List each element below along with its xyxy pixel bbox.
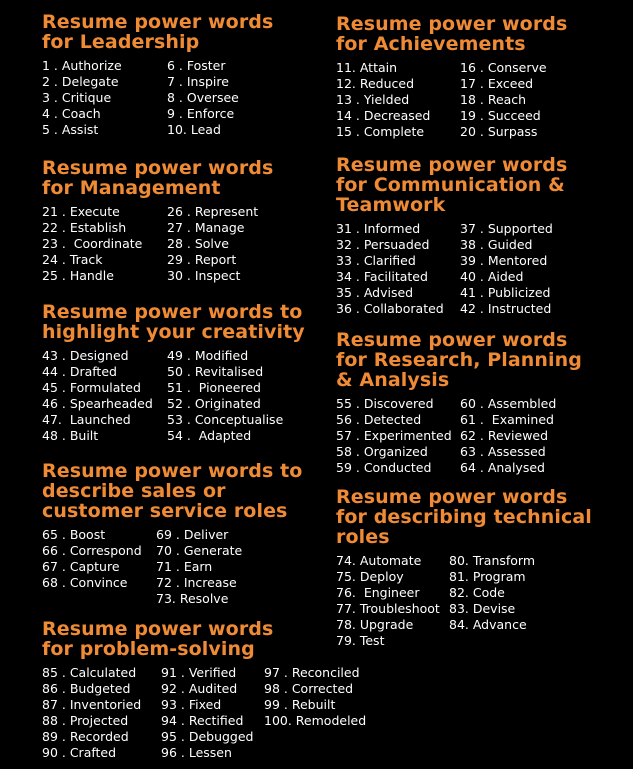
- power-word-item: 41 . Publicized: [460, 285, 551, 301]
- section-communication: [336, 155, 567, 318]
- power-word-item: 49 . Modified: [167, 348, 249, 363]
- section-management: [42, 158, 273, 284]
- power-word-item: 26 . Represent: [167, 204, 259, 219]
- power-word-item: 51 . Pioneered: [167, 380, 261, 396]
- section-title: Resume power words for Achievements: [336, 13, 568, 55]
- word-list-column: [161, 665, 264, 762]
- power-word-item: 36 . Collaborated: [336, 301, 444, 317]
- word-list-column: [42, 348, 167, 445]
- power-word-item: 42 . Instructed: [460, 301, 552, 317]
- power-word-item: 44 . Drafted: [42, 364, 117, 380]
- power-word-item: 97 . Reconciled: [264, 665, 360, 680]
- power-word-item: 68 . Convince: [42, 575, 128, 591]
- section-title: Resume power words to highlight your creativity: [42, 301, 305, 343]
- word-list-column: [167, 204, 258, 284]
- power-word-item: 14 . Decreased: [336, 108, 431, 124]
- power-word-item: 88 . Projected: [42, 713, 129, 729]
- power-word-item: 66 . Correspond: [42, 543, 142, 559]
- power-word-item: 80. Transform: [449, 553, 536, 568]
- power-word-item: 18 . Reach: [460, 92, 527, 108]
- word-columns: [336, 60, 567, 140]
- power-word-item: 53 . Conceptualise: [167, 412, 284, 428]
- word-list-column: [460, 396, 556, 476]
- power-word-item: 69 . Deliver: [156, 527, 229, 542]
- section-problem-solving: [42, 619, 366, 762]
- power-word-item: 37 . Supported: [460, 221, 553, 236]
- word-list-column: [460, 221, 553, 318]
- power-word-item: 46 . Spearheaded: [42, 396, 153, 412]
- power-word-item: 32 . Persuaded: [336, 237, 430, 253]
- section-research: [336, 330, 582, 476]
- power-word-item: 9 . Enforce: [167, 106, 235, 122]
- power-word-item: 84. Advance: [449, 617, 527, 633]
- power-word-item: 71 . Earn: [156, 559, 213, 575]
- power-word-item: 50 . Revitalised: [167, 364, 264, 380]
- power-word-item: 1 . Authorize: [42, 58, 122, 73]
- power-word-item: 54 . Adapted: [167, 428, 252, 444]
- word-list-column: [42, 204, 167, 284]
- power-word-item: 21 . Execute: [42, 204, 120, 219]
- word-list-column: [336, 221, 460, 318]
- power-word-item: 20 . Surpass: [460, 124, 538, 140]
- power-word-item: 90 . Crafted: [42, 745, 117, 761]
- word-columns: [336, 396, 582, 476]
- power-word-item: 70 . Generate: [156, 543, 243, 559]
- power-word-item: 85 . Calculated: [42, 665, 137, 680]
- power-word-item: 59 . Conducted: [336, 460, 432, 476]
- word-list-column: [336, 553, 449, 650]
- power-word-item: 2 . Delegate: [42, 74, 119, 90]
- power-word-item: 45 . Formulated: [42, 380, 141, 396]
- section-title: Resume power words for Management: [42, 157, 274, 199]
- power-word-item: 99 . Rebuilt: [264, 697, 336, 713]
- power-word-item: 47. Launched: [42, 412, 131, 428]
- power-word-item: 75. Deploy: [336, 569, 404, 585]
- power-word-item: 63 . Assessed: [460, 444, 546, 460]
- power-word-item: 65 . Boost: [42, 527, 106, 542]
- power-word-item: 76. Engineer: [336, 585, 420, 601]
- word-columns: [42, 527, 302, 607]
- section-title: Resume power words for describing technical roles: [336, 486, 592, 548]
- power-word-item: 83. Devise: [449, 601, 516, 617]
- word-list-column: [460, 60, 547, 140]
- section-title: Resume power words for Communication & Teamwork: [336, 154, 568, 216]
- power-word-item: 52 . Originated: [167, 396, 261, 412]
- power-word-item: 35 . Advised: [336, 285, 414, 301]
- word-list-column: [264, 665, 366, 762]
- power-word-item: 87 . Inventoried: [42, 697, 142, 713]
- power-word-item: 23 . Coordinate: [42, 236, 143, 252]
- power-word-item: 11. Attain: [336, 60, 398, 75]
- word-list-column: [336, 60, 460, 140]
- power-word-item: 77. Troubleshoot: [336, 601, 440, 617]
- power-word-item: 79. Test: [336, 633, 385, 649]
- section-leadership: [42, 12, 273, 138]
- power-word-item: 3 . Critique: [42, 90, 112, 106]
- section-sales: [42, 461, 302, 607]
- power-word-item: 34 . Facilitated: [336, 269, 428, 285]
- word-list-column: [42, 527, 156, 607]
- section-title: Resume power words to describe sales or customer service roles: [42, 460, 303, 522]
- power-word-item: 24 . Track: [42, 252, 103, 268]
- power-word-item: 62 . Reviewed: [460, 428, 549, 444]
- power-word-item: 17 . Exceed: [460, 76, 534, 92]
- power-word-item: 4 . Coach: [42, 106, 101, 122]
- power-word-item: 19 . Succeed: [460, 108, 541, 124]
- section-creativity: [42, 302, 305, 445]
- power-word-item: 29 . Report: [167, 252, 237, 268]
- power-word-item: 13 . Yielded: [336, 92, 410, 108]
- power-word-item: 81. Program: [449, 569, 526, 585]
- power-word-item: 56 . Detected: [336, 412, 422, 428]
- power-word-item: 40 . Aided: [460, 269, 524, 285]
- power-word-item: 28 . Solve: [167, 236, 229, 252]
- section-title: Resume power words for Research, Planning & Analysis: [336, 329, 582, 391]
- power-word-item: 27 . Manage: [167, 220, 245, 236]
- power-word-item: 73. Resolve: [156, 591, 229, 607]
- power-word-item: 31 . Informed: [336, 221, 421, 236]
- power-word-item: 74. Automate: [336, 553, 422, 568]
- power-word-item: 7 . Inspire: [167, 74, 229, 90]
- word-columns: [42, 665, 366, 762]
- power-word-item: 58 . Organized: [336, 444, 428, 460]
- word-columns: [336, 553, 592, 650]
- power-word-item: 93 . Fixed: [161, 697, 222, 713]
- power-word-item: 38 . Guided: [460, 237, 533, 253]
- power-word-item: 100. Remodeled: [264, 713, 367, 729]
- word-columns: [42, 58, 273, 138]
- power-word-item: 33 . Clarified: [336, 253, 416, 269]
- word-columns: [42, 204, 273, 284]
- power-word-item: 64 . Analysed: [460, 460, 545, 476]
- power-word-item: 15 . Complete: [336, 124, 425, 140]
- word-columns: [42, 348, 305, 445]
- word-list-column: [42, 665, 161, 762]
- power-word-item: 8 . Oversee: [167, 90, 239, 106]
- power-word-item: 91 . Verified: [161, 665, 237, 680]
- power-word-item: 55 . Discovered: [336, 396, 434, 411]
- power-word-item: 6 . Foster: [167, 58, 226, 73]
- power-word-item: 86 . Budgeted: [42, 681, 131, 697]
- section-technical: [336, 487, 592, 650]
- power-word-item: 12. Reduced: [336, 76, 415, 92]
- word-columns: [336, 221, 567, 318]
- power-word-item: 67 . Capture: [42, 559, 120, 575]
- power-word-item: 72 . Increase: [156, 575, 237, 591]
- power-word-item: 22 . Establish: [42, 220, 127, 236]
- power-word-item: 30 . Inspect: [167, 268, 241, 284]
- power-word-item: 60 . Assembled: [460, 396, 557, 411]
- power-word-item: 43 . Designed: [42, 348, 129, 363]
- word-list-column: [167, 348, 283, 445]
- section-achievements: [336, 14, 567, 140]
- power-word-item: 39 . Mentored: [460, 253, 548, 269]
- power-word-item: 78. Upgrade: [336, 617, 414, 633]
- word-list-column: [167, 58, 239, 138]
- power-word-item: 94 . Rectified: [161, 713, 244, 729]
- power-word-item: 25 . Handle: [42, 268, 114, 284]
- power-word-item: 92 . Audited: [161, 681, 238, 697]
- section-title: Resume power words for Leadership: [42, 11, 274, 53]
- power-word-item: 61 . Examined: [460, 412, 554, 428]
- power-word-item: 5 . Assist: [42, 122, 99, 138]
- power-word-item: 57 . Experimented: [336, 428, 452, 444]
- word-list-column: [449, 553, 535, 650]
- power-word-item: 10. Lead: [167, 122, 221, 138]
- power-word-item: 82. Code: [449, 585, 505, 601]
- section-title: Resume power words for problem-solving: [42, 618, 274, 660]
- power-word-item: 48 . Built: [42, 428, 99, 444]
- word-list-column: [336, 396, 460, 476]
- power-word-item: 16 . Conserve: [460, 60, 547, 75]
- power-word-item: 95 . Debugged: [161, 729, 254, 745]
- power-word-item: 89 . Recorded: [42, 729, 129, 745]
- power-word-item: 96 . Lessen: [161, 745, 232, 761]
- word-list-column: [42, 58, 167, 138]
- word-list-column: [156, 527, 242, 607]
- power-word-item: 98 . Corrected: [264, 681, 354, 697]
